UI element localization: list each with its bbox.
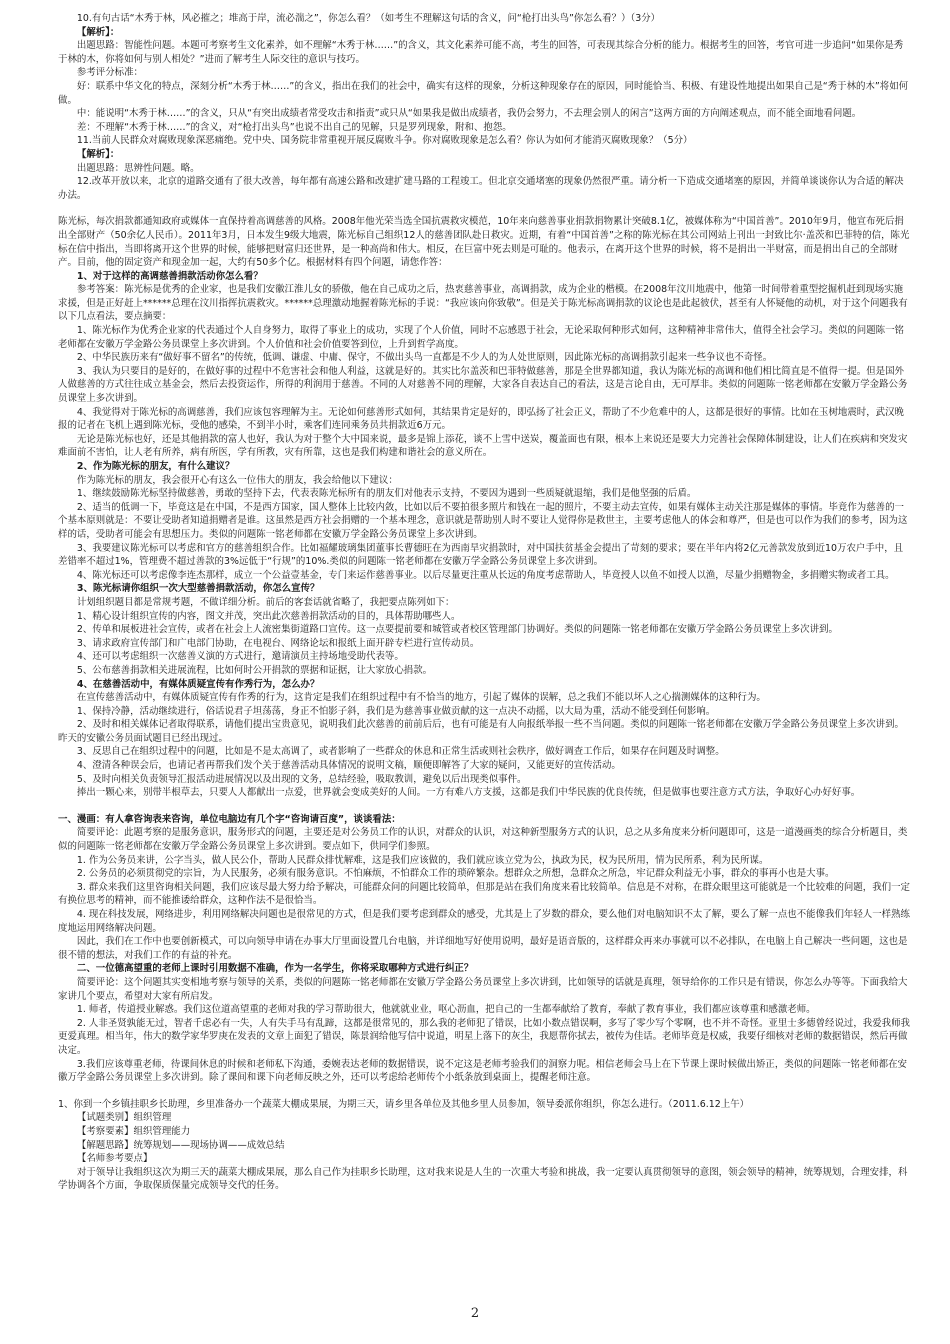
paragraph: 【名师参考要点】 <box>76 1153 153 1165</box>
paragraph: 2、作为陈光标的朋友，有什么建议？ <box>76 461 235 472</box>
paragraph: 1. 作为公务员来讲，公字当头，做人民公仆，帮助人民群众排忧解难，这是我们应该做的，我们就应该立党为公，执政为民，权为民所用，情为民所系，利为民所谋。 <box>76 854 769 866</box>
paragraph: 4、还可以考虑组织一次慈善义演的方式进行，邀请演员主持场地受助代表等。 <box>76 651 404 663</box>
paragraph: 12.改革开放以来，北京的道路交通有了很大改善，每年都有高速公路和改建扩建马路的工程竣工。但北京交通堵塞的现象仍然很严重。请分析一下造成交通堵塞的原因，并简单谈谈你认为合适的解决办法。 <box>58 176 904 201</box>
paragraph: 4、我觉得对于陈光标的高调慈善，我们应该包容理解为主。无论如何慈善形式如何，其结果肯定是好的，即弘扬了社会正义，帮助了不少危难中的人，这都是很好的事情。比如在玉树地震时，武汉晚报的记者在飞机上遇到陈光标，受他的感染，不到半小时，乘客们连同乘务员共捐款近6万元。 <box>58 406 904 432</box>
paragraph: 3、请求政府宣传部门和广电部门协助，在电视台、网络论坛和报纸上面开辟专栏进行宣传动员。 <box>76 637 480 649</box>
paragraph: 中：能说明“木秀于林……”的含义，只从“有突出成绩者常受攻击和指责”或只从“如果我是做出成绩者，我仍会努力，不去理会别人的闲言”这两方面的方向阐述观点，而不能全面地看问题。 <box>76 108 862 120</box>
paragraph: 2、传单和展板进社会宣传，或者在社会上人流密集街道路口宣传。这一点要提前要和城管或者校区管理部门协调好。类似的问题陈一铭老师都在安徽万学金路公务员课堂上多次讲到。 <box>76 624 838 636</box>
paragraph: 计划组织题目都是常规考题，不做详细分析。前后的客套话就省略了，我把要点陈列如下： <box>76 596 455 608</box>
paragraph: 2. 公务员的必须贯彻党的宗旨，为人民服务，必须有服务意识。不怕麻烦，不怕群众工作的琐碎繁杂。想群众之所想，急群众之所急，牢记群众利益无小事，群众的事再小也是大事。 <box>76 868 835 880</box>
paragraph: 参考答案：陈光标是优秀的企业家，也是我们安徽江淮儿女的骄傲，他在自己成功之后，热衷慈善事业，高调捐款，成为企业的楷模。在2008年汶川地震中，他第一时间带着重型挖掘机赶到现场实施求援，但是正好赶上******总理在汶川指挥抗震救灾。******总理激动地握着陈光标的手说：“我应该向你致敬”。但是关于陈光标高调捐款的议论也是此起彼伏，甚至有人怀疑他的动机，对于这个问题我有以下几点看法，要点摘要： <box>58 284 908 323</box>
paragraph: 1. 师者，传道授业解惑。我们这位道高望重的老师对我的学习帮助很大，他就就业业，呕心沥血，把自己的一生都奉献给了教育，奉献了教育事业，我们都应该尊重和感激老师。 <box>76 1004 816 1016</box>
paragraph: 捧出一颗心来，别带半根草去，只要人人都献出一点爱，世界就会变成美好的人间。一方有难八方支援，这都是我们中华民族的优良传统，但是做事也要注意方式方法，争取好心办好好事。 <box>76 787 861 799</box>
paragraph: 好：联系中华文化的特点，深刻分析“木秀于林……”的含义，指出在我们的社会中，确实有这样的现象，分析这种现象存在的原因，同时能恰当、积极、有建设性地提出如果自己是“秀于林的木”将如何做。 <box>58 80 909 106</box>
spacer <box>58 800 910 813</box>
paragraph: 1、保持冷静，活动继续进行，俗话说君子坦荡荡，身正不怕影子斜，我们是为慈善事业做贡献的这一点决不动摇，以大局为重，活动不能受到任何影响。 <box>76 705 716 717</box>
paragraph: 3、反思自己在组织过程中的问题，比如是不是太高调了，或者影响了一些群众的休息和正常生活或则社会秩序，做好调查工作后，如果存在问题及时调整。 <box>76 746 725 758</box>
paragraph: 1、对于这样的高调慈善捐款活动你怎么看？ <box>76 270 263 282</box>
paragraph: 1、精心设计组织宣传的内容，图文并茂，突出此次慈善捐款活动的目的，具体帮助哪些人。 <box>76 610 461 622</box>
paragraph: 2、适当的低调一下，毕竟这是在中国，不是西方国家，国人整体上比较内敛，比如以后不要拍很多照片和钱在一起的照片，不要主动去宣传，如果有媒体主动关注那是媒体的事情。毕竟作为慈善的一个基本原则就是：不要让受助者知道捐赠者是谁。这虽然是西方社会捐赠的一个基本理念，意识就是帮助别人时不要让人觉得你是救世主，主要考虑他人的体会和尊严，但是也可以作为我们的参考，因为这样的话，受助者可能会有思想压力。类似的问题陈一铭老师都在安徽万学金路公务员课堂上多次讲到。 <box>58 501 908 540</box>
paragraph: 5、及时向相关负责领导汇报活动进展情况以及出现的文务，总结经验，吸取教训，避免以后出现类似事件。 <box>76 773 527 785</box>
paragraph: 3. 群众来我们这里咨询相关问题，我们应该尽最大努力给予解决，可能群众问的问题比较简单，但那是站在我们角度来看比较简单。信息是不对称，在群众眼里这可能就是一个比较难的问题，我们一定有换位思考的精神，而不能推诿给群众，这种作法不是很恰当。 <box>58 881 910 907</box>
paragraph: 10.有句古话“木秀于林，风必摧之；堆高于岸，流必湍之”，你怎么看？（如考生不理解这句话的含义，问“枪打出头鸟”你怎么看？）（3分） <box>76 13 661 24</box>
paragraph: 3、我认为只要目的是好的，在做好事的过程中不危害社会和他人利益，这就是好的。其实比尔盖茨和巴菲特做慈善，那是全世界都知道，我认为陈光标的高调和他们相比简直是不值得一提。但是国外人做慈善的方式往往成立基金会，然后去投资运作，所得的利润用于慈善。不同的人对慈善不同的理解，大家各自表达自己的看法，这是言论自由，无可厚非。类似的问题陈一铭老师都在安徽万学金路公务员课堂上多次讲到。 <box>58 365 908 405</box>
paragraph: 4、在慈善活动中，有媒体质疑宣传有作秀行为，怎么办？ <box>76 678 320 690</box>
paragraph: 11.当前人民群众对腐败现象深恶痛绝。党中央、国务院非常重视开展反腐败斗争。你对腐败现象是怎么看？你认为如何才能消灭腐败现象？（5分） <box>76 135 693 147</box>
paragraph: 【解题思路】统筹规划——现场协调——成效总结 <box>76 1139 285 1151</box>
paragraph: 无论是陈光标也好，还是其他捐款的富人也好，我认为对于整个大中国来说，最多是锦上添花，谈不上雪中送炭，覆盖面也有限，根本上来说还是要大力完善社会保障体制建设，让人们在疾病和突发灾难面前不害怕，让人老有所养，病有所医，学有所教，灾有所靠，这也是我们构建和谐社会的意义所在。 <box>58 433 908 459</box>
paragraph: 简要评论：这个问题其实变相地考察与领导的关系，类似的问题陈一铭老师都在安徽万学金路公务员课堂上多次讲到，比如领导的话就是真理，领导给你的工作只是有错误，你怎么办等等。下面我给大家讲几个要点，希望对大家有所启发。 <box>58 976 908 1002</box>
paragraph: 3.我们应该尊重老师，待课间休息的时候和老师私下沟通，委婉表达老师的数据错误，说不定这是老师考验我们的洞察力呢。相信老师会马上在下节课上课时候做出矫正，类似的问题陈一铭老师都在安徽万学金路公务员课堂上多次讲到。除了课间和课下向老师反映之外，还可以考虑给老师传个小纸条放到桌面上，提醒老师注意。 <box>58 1058 907 1084</box>
paragraph: 参考评分标准： <box>76 67 143 79</box>
paragraph: 2. 人非圣贤孰能无过，智者千虑必有一失，人有失手马有乱蹄，这都是很常见的，那么我的老师犯了错误，比如小数点错误啊，多写了零少写个零啊，也不并不奇怪。亚里士多德曾经说过，我爱我师我更爱真理。相当年，伟大的数学家华罗庚在发表的文章上面犯了错误，陈景润给他写信中说道，明星上落下的灰尘，我愿帮你拭去，被传为佳话。老师毕竟是权威，我要仔细核对老师的数据错误，然后再做决定。 <box>58 1017 910 1056</box>
paragraph: 因此，我们在工作中也要创新模式，可以向领导申请在办事大厅里面设置几台电脑，并详细地写好使用说明，最好是语音版的，这样群众再来办事就可以不必排队，在电脑上自己解决一些问题，这也是很不错的想法，对我们工作的有益的补充。 <box>58 936 908 961</box>
paragraph: 1、你到一个乡镇挂职乡长助理，乡里准备办一个蔬菜大棚成果展，为期三天，请乡里各单位及其他乡里人员参加，领导委派你组织，你怎么进行。（2011.6.12上午） <box>58 1098 750 1110</box>
paragraph: 出题思路：思辨性问题。略。 <box>76 162 200 174</box>
paragraph: 1、陈光标作为优秀企业家的代表通过个人自身努力，取得了事业上的成功，实现了个人价值，同时不忘感恩于社会，无论采取何种形式如何，这种精神非常伟大，值得全社会学习。类似的问题陈一铭老师都在安徽万学金路公务员课堂上多次讲到。个人价值和社会价值要答到位，上升到哲学高度。 <box>58 325 904 350</box>
paragraph: 一、漫画：有人拿咨询表来咨询，单位电脑边有几个字“咨询请百度”，谈谈看法： <box>58 813 401 825</box>
paragraph: 3、陈光标请你组织一次大型慈善捐款活动，你怎么宣传？ <box>76 583 320 595</box>
paragraph: 在宣传慈善活动中，有媒体质疑宣传有作秀的行为，这肯定是我们在组织过程中有不恰当的地方，引起了媒体的误解，总之我们不能以坏人之心揣测媒体的这种行为。 <box>76 692 766 704</box>
paragraph: 【考察要素】组织管理能力 <box>76 1125 191 1137</box>
paragraph: 2、及时和相关媒体记者取得联系，请他们提出宝贵意见，说明我们此次慈善的前前后后，也有可能是有人向报纸举报一些不当问题。类似的问题陈一铭老师都在安徽万学金路公务员课堂上多次讲到。昨天的安徽公务员面试题目已经出现过。 <box>58 719 904 744</box>
page-number: 2 <box>470 1306 480 1321</box>
paragraph: 【解析】： <box>76 148 120 160</box>
paragraph: 2、中华民族历来有“做好事不留名”的传统，低调、谦虚、中庸、保守，不做出头鸟一直都是不少人的为人处世原则，因此陈光标的高调捐款引起来一些争议也不奇怪。 <box>76 352 773 364</box>
spacer <box>58 202 910 215</box>
paragraph: 1、继续鼓励陈光标坚持做慈善，勇敢的坚持下去，代表表陈光标所有的朋友们对他表示支持，不要因为遇到一些质疑就退缩，我们是他坚强的后盾。 <box>76 488 697 500</box>
paragraph: 作为陈光标的朋友，我会很开心有这么一位伟大的朋友，我会给他以下建议： <box>76 474 398 486</box>
spacer <box>58 1085 910 1098</box>
paragraph: 【试题类别】组织管理 <box>76 1112 172 1124</box>
paragraph: 陈光标，每次捐款都通知政府或媒体一直保持着高调慈善的风格。2008年他光荣当选全国抗震救灾模范，10年来向慈善事业捐款捐物累计突破8.1亿，被媒体称为“中国首善”。2010年9月，他宣布死后捐出全部财产（50余亿人民币）。2011年3月，日本发生9级大地震，陈光标自己组织12人的慈善团队赴日救灾。近期，有着“中国首善”之称的陈光标在其公司网站上刊出一封致比尔·盖茨和巴菲特的信，陈光标在信中指出，当即将离开这个世界的时候，能够把财富归还世界，是一种高尚和伟大。相反，在巨富中死去则是可耻的。他表示，在离开这个世界的时候，将不是捐出一半财富，而是捐出自己的全部财产。目前，他的固定资产和现金加一起，大约有50多个亿。根据材料有四个问题，请您作答： <box>58 216 910 269</box>
paragraph: 对于领导让我组织这次为期三天的蔬菜大棚成果展，那么自己作为挂职乡长助理，这对我来说是人生的一次重大考验和挑战，我一定要认真贯彻领导的意图，领会领导的精神，统筹规划，合理安排，科学协调各个方面，争取保质保量完成领导交代的任务。 <box>58 1166 908 1192</box>
paragraph: 4、陈光标还可以考虑像李连杰那样，成立一个公益壹基金，专门来运作慈善事业。以后尽量更注重从长远的角度考虑帮助人，毕竟授人以鱼不如授人以渔，尽量少捐赠物金，多捐赠实物或者工具。 <box>76 569 895 581</box>
paragraph: 【解析】： <box>76 26 120 38</box>
document-page <box>58 12 910 1332</box>
paragraph: 5、公布慈善捐款相关进展流程，比如何时公开捐款的票据和证据，让大家放心捐款。 <box>76 664 433 676</box>
paragraph: 出题思路：智能性问题。本题可考察考生文化素养，如不理解“木秀于林……”的含义，其文化素养可能不高，考生的回答，可表现其综合分析的能力。根据考生的回答，考官可进一步追问“如果你是秀于林的木，你将如何与别人相处？”进而了解考生人际交往的意识与技巧。 <box>58 40 904 65</box>
paragraph: 3、我要建议陈光标可以考虑和官方的慈善组织合作。比如福耀玻璃集团董事长曹德旺在为西南旱灾捐款时，对中国扶贫基金会提出了苛刻的要求；要在半年内将2亿元善款发放到近10万农户手中，且差错率不超过1%，管理费不超过善款的3%远低于“行规”的10%.类似的问题陈一铭老师都在安徽万学金路公务员课堂上多次讲到。 <box>58 542 904 568</box>
paragraph: 4、澄清各种误会后，也请记者再帮我们发个关于慈善活动具体情况的说明文稿，顺便即解答了大家的疑问，又能更好的宣传活动。 <box>76 760 621 772</box>
paragraph: 差：不理解“木秀于林……”的含义，对“枪打出头鸟”也说不出自己的见解，只是罗列现象，附和、抱怨。 <box>76 121 512 133</box>
paragraph: 4. 现在科技发展，网络进步，利用网络解决问题也是很常见的方式，但是我们要考虑到群众的感受，尤其是上了岁数的群众，要么他们对电脑知识不太了解，要么了解一点也不能像我们年轻人一样熟练度地运用网络解决问题。 <box>58 909 910 934</box>
paragraph: 二、一位德高望重的老师上课时引用数据不准确，作为一名学生，你将采取哪种方式进行纠正？ <box>76 963 474 975</box>
paragraph: 简要评论：此题考察的是服务意识，服务形式的问题，主要还是对公务员工作的认识，对群众的认识，对这种新型服务方式的认识，总之从多角度来分析问题即可，这是一道漫画类的综合分析题目，类似的问题陈一铭老师都在安徽万学金路公务员课堂上多次讲到。要点如下，供同学们参照。 <box>58 827 908 853</box>
